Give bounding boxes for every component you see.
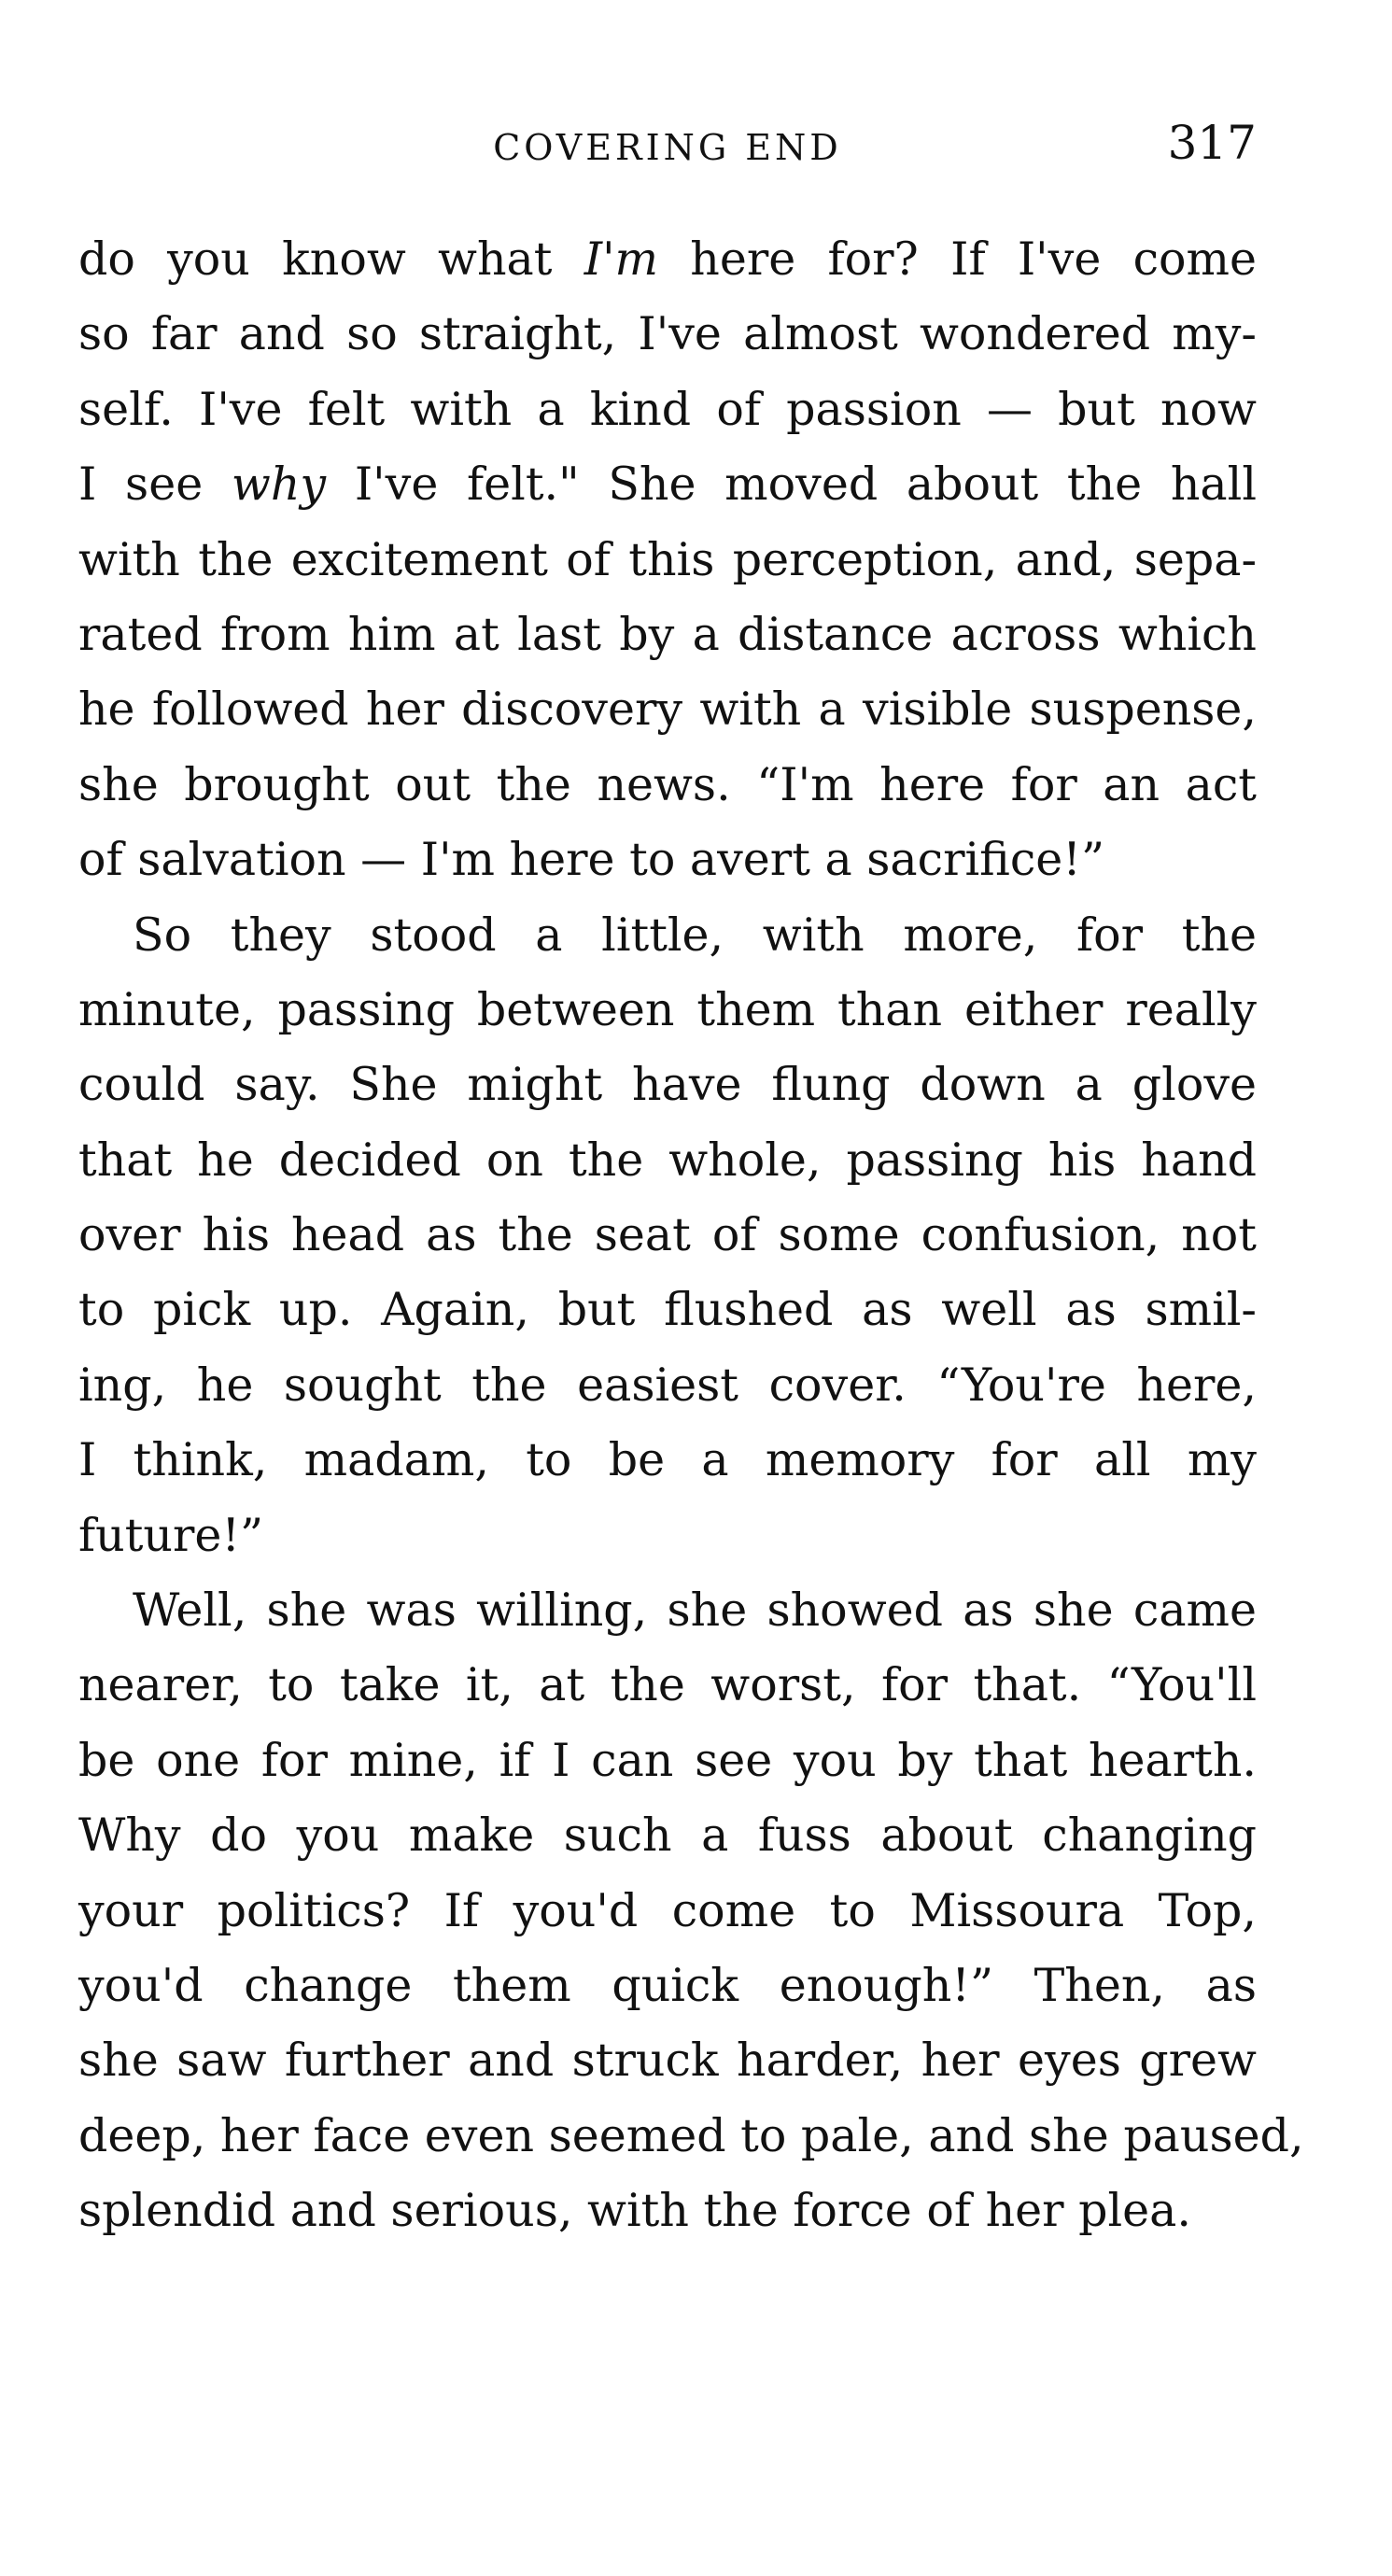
line-segment: your politics? If you'd come to Missoura Top, xyxy=(78,1883,1257,1937)
paragraph xyxy=(78,898,1257,1574)
body-text xyxy=(78,222,1304,2249)
text-line xyxy=(78,898,1257,973)
line-segment: ing, he sought the easiest cover. “You're here, xyxy=(78,1358,1257,1412)
line-segment: So they stood a little, with more, for the xyxy=(133,908,1257,962)
page-number: 317 xyxy=(1167,116,1257,170)
text-line xyxy=(78,672,1257,747)
paragraph xyxy=(78,1573,1304,2249)
text-line xyxy=(78,973,1257,1048)
text-line xyxy=(78,297,1257,372)
line-segment: you'd change them quick enough!” Then, as xyxy=(78,1958,1257,2012)
text-line xyxy=(78,1198,1257,1273)
italic-text: why xyxy=(231,457,327,512)
text-line xyxy=(78,1423,1257,1498)
italic-text: I'm xyxy=(584,232,659,286)
line-segment: she saw further and struck harder, her eyes grew xyxy=(78,2034,1257,2088)
paragraph xyxy=(78,222,1257,898)
text-line xyxy=(78,523,1257,598)
line-segment: could say. She might have flung down a glove xyxy=(78,1058,1257,1112)
running-head xyxy=(78,110,1257,185)
text-line xyxy=(78,373,1257,447)
line-segment: here for? If I've come xyxy=(658,232,1257,286)
line-segment: I think, madam, to be a memory for all my xyxy=(78,1433,1257,1487)
line-segment: minute, passing between them than either really xyxy=(78,982,1257,1036)
line-segment: he followed her discovery with a visible suspense, xyxy=(78,683,1257,737)
text-line xyxy=(78,222,1257,297)
line-segment: she brought out the news. “I'm here for an act xyxy=(78,757,1257,811)
text-line xyxy=(78,1648,1257,1723)
line-segment: Why do you make such a fuss about changing xyxy=(78,1809,1257,1863)
running-title: COVERING END xyxy=(493,127,842,168)
text-line xyxy=(78,598,1257,672)
line-segment: I see xyxy=(78,457,232,512)
text-line xyxy=(78,1949,1257,2023)
line-segment: future!” xyxy=(78,1508,264,1562)
line-segment: of salvation — I'm here to avert a sacrifice!” xyxy=(78,833,1105,887)
line-segment: with the excitement of this perception, and, sepa- xyxy=(78,532,1257,586)
text-line xyxy=(78,1273,1257,1347)
line-segment: Well, she was willing, she showed as she came xyxy=(133,1584,1257,1638)
text-line xyxy=(78,2099,1304,2174)
text-line xyxy=(78,1573,1257,1648)
line-segment: over his head as the seat of some confusion, not xyxy=(78,1208,1257,1262)
line-segment: be one for mine, if I can see you by that hearth. xyxy=(78,1733,1257,1787)
line-segment: that he decided on the whole, passing his hand xyxy=(78,1133,1257,1187)
text-line xyxy=(78,1123,1257,1198)
line-segment: deep, her face even seemed to pale, and she paused, xyxy=(78,2108,1304,2162)
text-line xyxy=(78,1798,1257,1873)
text-line xyxy=(78,748,1257,823)
text-line xyxy=(78,1348,1257,1423)
text-line xyxy=(78,823,1257,897)
line-segment: so far and so straight, I've almost wondered my- xyxy=(78,307,1257,361)
line-segment: do you know what xyxy=(78,232,584,286)
line-segment: I've felt." She moved about the hall xyxy=(326,457,1257,512)
line-segment: rated from him at last by a distance across which xyxy=(78,607,1257,661)
text-line xyxy=(78,447,1257,522)
text-line xyxy=(78,1048,1257,1122)
text-line xyxy=(78,1874,1257,1949)
line-segment: splendid and serious, with the force of her plea. xyxy=(78,2184,1191,2238)
line-segment: nearer, to take it, at the worst, for that. “You'll xyxy=(78,1658,1257,1712)
line-segment: self. I've felt with a kind of passion — but now xyxy=(78,382,1257,436)
text-line xyxy=(78,2174,1257,2248)
text-line xyxy=(78,1499,1257,1573)
line-segment: to pick up. Again, but flushed as well as smil- xyxy=(78,1283,1257,1337)
text-line xyxy=(78,1724,1257,1798)
text-line xyxy=(78,2023,1257,2098)
